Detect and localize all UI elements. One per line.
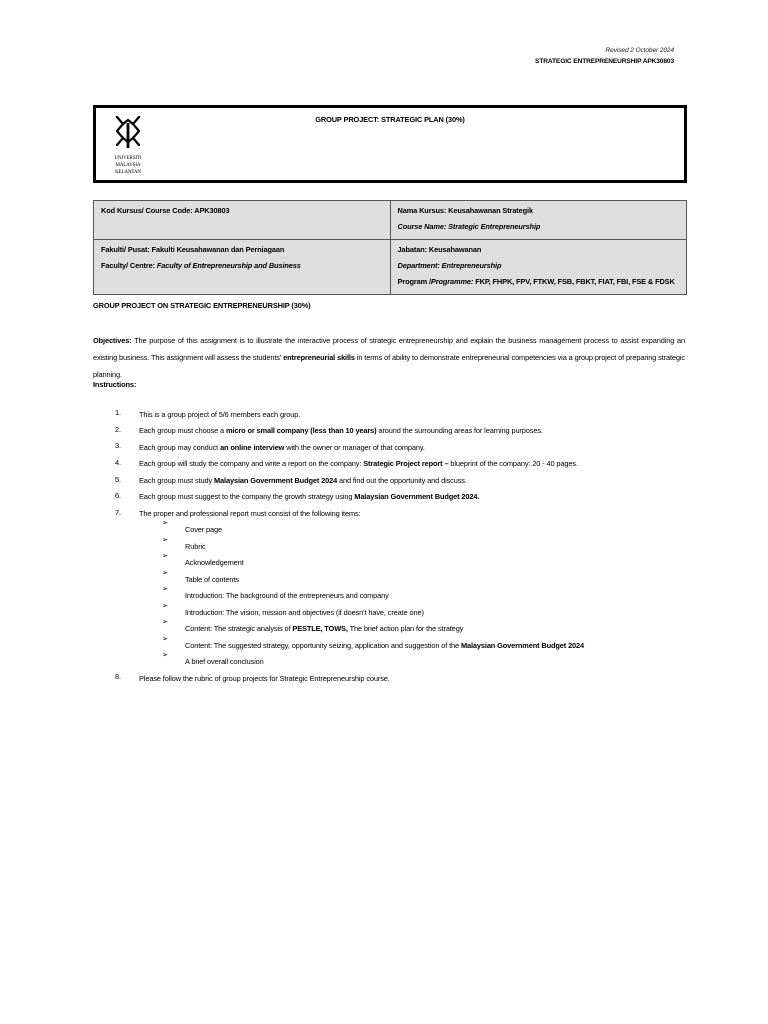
arrow-bullet-icon: ➢ <box>162 617 169 626</box>
item-number-6: 6. <box>115 491 121 500</box>
fakulti-value: Fakulti Keusahawanan dan Perniagaan <box>151 245 285 254</box>
faculty-value: Faculty of Entrepreneurship and Business <box>156 261 301 270</box>
report-item-7: Content: The strategic analysis of PESTLE, TOWS, The brief action plan for the strategy <box>185 624 464 633</box>
arrow-bullet-icon: ➢ <box>162 535 169 544</box>
instruction-7: The proper and professional report must consist of the following items: <box>139 509 361 518</box>
arrow-bullet-icon: ➢ <box>162 650 169 659</box>
jabatan-value: Keusahawanan <box>428 245 482 254</box>
nama-value: Keusahawanan Strategik <box>448 206 533 215</box>
course-name-value: Strategic Entrepreneurship <box>448 222 541 231</box>
objectives-text-2: in terms of ability to demonstrate entrepreneurial competencies via a group project of preparing strategic planning. <box>93 353 686 379</box>
revised-date: Revised 2 October 2024 <box>605 47 674 54</box>
instructions-label: Instructions: <box>93 380 137 389</box>
arrow-bullet-icon: ➢ <box>162 601 169 610</box>
course-code-cell <box>94 201 391 240</box>
objectives-bold: entrepreneurial skills <box>283 353 355 362</box>
header-course-code: STRATEGIC ENTREPRENEURSHIP APK30803 <box>535 58 674 65</box>
program-value: FKP, FHPK, FPV, FTKW, FSB, FBKT, FIAT, FBI, FSE & FDSK <box>475 277 675 286</box>
department-value: Entrepreneurship <box>441 261 502 270</box>
item-number-8: 8. <box>115 672 121 681</box>
faculty-cell <box>94 240 391 295</box>
objectives-label: Objectives: <box>93 336 132 345</box>
instruction-2: Each group must choose a micro or small company (less than 10 years) around the surrounding areas for learning purposes. <box>139 426 543 435</box>
report-item-9: A brief overall conclusion <box>185 657 264 666</box>
arrow-bullet-icon: ➢ <box>162 518 169 527</box>
title-box <box>93 105 687 183</box>
instruction-5: Each group must study Malaysian Government Budget 2024 and find out the opportunity and discuss. <box>139 476 467 485</box>
section-heading: GROUP PROJECT ON STRATEGIC ENTREPRENEURSHIP (30%) <box>93 301 311 310</box>
report-item-2: Rubric <box>185 542 206 551</box>
report-item-3: Acknowledgement <box>185 558 244 567</box>
faculty-label: Faculty/ Centre: <box>101 261 155 270</box>
item-number-3: 3. <box>115 441 121 450</box>
arrow-bullet-icon: ➢ <box>162 634 169 643</box>
instruction-3: Each group may conduct an online interview with the owner or manager of that company. <box>139 443 425 452</box>
item-number-5: 5. <box>115 475 121 484</box>
program-label-b: Programme: <box>430 277 474 286</box>
instruction-8: Please follow the rubric of group projects for Strategic Entrepreneurship course. <box>139 674 390 683</box>
arrow-bullet-icon: ➢ <box>162 551 169 560</box>
logo-text-1: UNIVERSITI <box>114 156 142 161</box>
report-item-1: Cover page <box>185 525 223 534</box>
objectives-text-1: The purpose of this assignment is to illustrate the interactive process of strategic entrepreneurship and explain the business management process to assist expanding an existing business. This assignment will assess the students' <box>93 336 685 362</box>
logo-text-2: MALAYSIA <box>115 163 141 168</box>
code-value: APK30803 <box>194 206 230 215</box>
instruction-4: Each group will study the company and write a report on the company: Strategic Project report – blueprint of the company: 20 - 40 pages. <box>139 459 578 468</box>
item-number-1: 1. <box>115 408 121 417</box>
item-number-2: 2. <box>115 425 121 434</box>
jabatan-label: Jabatan: <box>397 245 427 254</box>
logo-text-3: KELANTAN <box>115 170 141 175</box>
objectives-paragraph <box>93 332 685 383</box>
report-item-8: Content: The suggested strategy, opportunity seizing, application and suggestion of the Malaysian Government Budget 2024 <box>185 641 585 650</box>
report-item-4: Table of contents <box>185 575 239 584</box>
nama-label: Nama Kursus: <box>397 206 447 215</box>
fakulti-label: Fakulti/ Pusat: <box>101 245 150 254</box>
code-label: Kod Kursus/ Course Code: <box>101 206 193 215</box>
department-label: Department: <box>397 261 440 270</box>
department-cell <box>390 240 687 295</box>
box-title: GROUP PROJECT: STRATEGIC PLAN (30%) <box>315 115 465 124</box>
item-number-7: 7. <box>115 508 121 517</box>
report-item-5: Introduction: The background of the entrepreneurs and company <box>185 591 389 600</box>
program-label-a: Program / <box>397 277 431 286</box>
item-number-4: 4. <box>115 458 121 467</box>
instruction-1: This is a group project of 5/6 members each group. <box>139 410 301 419</box>
course-info-table <box>93 200 687 295</box>
course-name-cell <box>390 201 687 240</box>
instruction-6: Each group must suggest to the company the growth strategy using Malaysian Government Budget 2024. <box>139 492 480 501</box>
arrow-bullet-icon: ➢ <box>162 568 169 577</box>
report-item-6: Introduction: The vision, mission and objectives (if doesn't have, create one) <box>185 608 424 617</box>
course-name-label: Course Name: <box>397 222 447 231</box>
arrow-bullet-icon: ➢ <box>162 584 169 593</box>
